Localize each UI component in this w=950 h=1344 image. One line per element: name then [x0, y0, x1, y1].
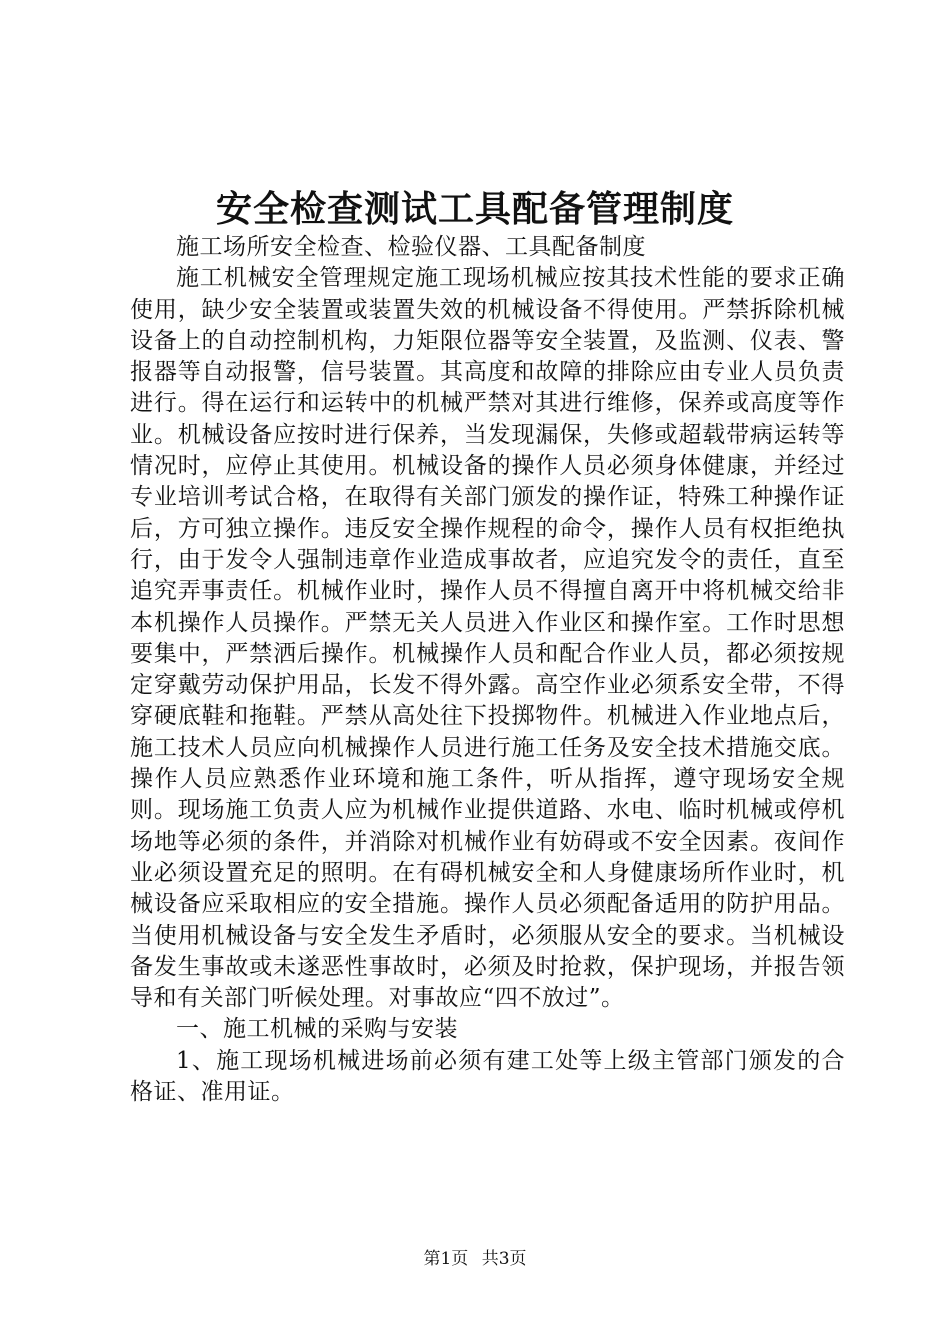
document-title: 安全检查测试工具配备管理制度: [215, 188, 734, 230]
subtitle-paragraph: 施工场所安全检查、检验仪器、工具配备制度: [176, 234, 646, 260]
body-paragraph: 施工机械安全管理规定施工现场机械应按其技术性能的要求正确使用，缺少安全装置或装置失效的机械设备不得使用。严禁拆除机械设备上的自动控制机构，力矩限位器等安全装置，及监测、仪表、警报器等自动报警，信号装置。其高度和故障的排除应由专业人员负责进行。得在运行和运转中的机械严禁对其进行维修，保养或高度等作业。机械设备应按时进行保养，当发现漏保，失修或超载带病运转等情况时，应停止其使用。机械设备的操作人员必须身体健康，并经过专业培训考试合格，在取得有关部门颁发的操作证，特殊工种操作证后，方可独立操作。违反安全操作规程的命令，操作人员有权拒绝执行，由于发令人强制违章作业造成事故者，应追究发令的责任，直至追究弄事责任。机械作业时，操作人员不得擅自离开中将机械交给非本机操作人员操作。严禁无关人员进入作业区和操作室。工作时思想要集中，严禁洒后操作。机械操作人员和配合作业人员，都必须按规定穿戴劳动保护用品，长发不得外露。高空作业必须系安全带，不得穿硬底鞋和拖鞋。严禁从高处往下投掷物件。机械进入作业地点后，施工技术人员应向机械操作人员进行施工任务及安全技术措施交底。操作人员应熟悉作业环境和施工条件，听从指挥，遵守现场安全规则。现场施工负责人应为机械作业提供道路、水电、临时机械或停机场地等必须的条件，并消除对机械作业有妨碍或不安全因素。夜间作业必须设置充足的照明。在有碍机械安全和人身健康场所作业时，机械设备应采取相应的安全措施。操作人员必须配备适用的防护用品。当使用机械设备与安全发生矛盾时，必须服从安全的要求。当机械设备发生事故或未遂恶性事故时，必须及时抢救，保护现场，并报告领导和有关部门听候处理。对事故应“四不放过”。: [130, 265, 845, 1012]
body-paragraph: 1、施工现场机械进场前必须有建工处等上级主管部门颁发的合格证、准用证。: [130, 1047, 845, 1106]
section-heading: 一、施工机械的采购与安装: [176, 1016, 458, 1043]
page-number: 第1页: [423, 1249, 469, 1269]
document-body: [130, 232, 845, 1108]
page-footer: [0, 1247, 950, 1271]
page-total: 共3页: [481, 1249, 527, 1269]
